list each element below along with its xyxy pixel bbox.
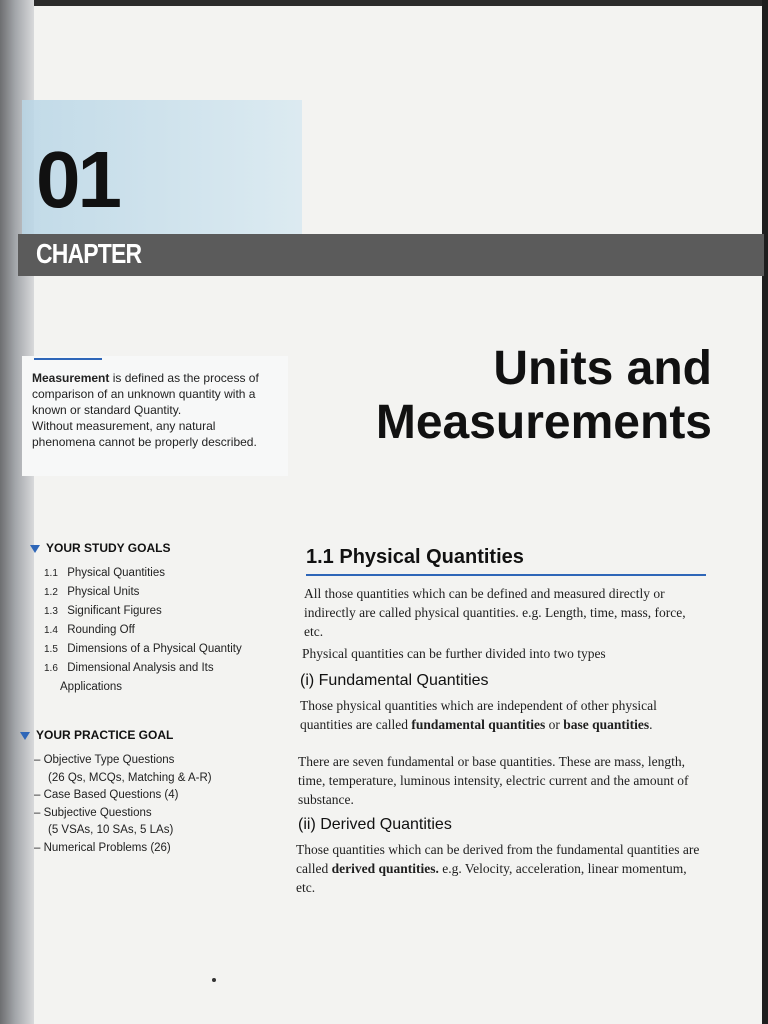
section-rule (306, 574, 706, 576)
chapter-title (320, 342, 712, 450)
intro-text-1: is defined as the process of comparison of an unknown quantity with a known or standard Quantity. (32, 371, 259, 417)
triangle-marker-icon (20, 732, 30, 740)
fundamental-list: There are seven fundamental or base quantities. These are mass, length, time, temperature, luminous intensity, electric current and the amount of substance. (298, 754, 689, 807)
section-title: 1.1 Physical Quantities (306, 546, 524, 568)
list-item: (26 Qs, MCQs, Matching & A-R) (48, 771, 212, 784)
study-goals-heading-text: YOUR STUDY GOALS (46, 541, 171, 555)
list-item: (5 VSAs, 10 SAs, 5 LAs) (48, 824, 174, 836)
page-right-edge (762, 0, 768, 1024)
study-goals-heading (30, 541, 170, 555)
intro-text-2: Without measurement, any natural phenomena cannot be properly described. (32, 419, 257, 449)
page-top-edge (0, 0, 768, 6)
fundamental-definition: Those physical quantities which are independent of other physical quantities are called fundamental quantities or base quantities. (300, 698, 657, 732)
derived-definition: Those quantities which can be derived from the fundamental quantities are called derived quantities. e.g. Velocity, acceleration, linear momentum, etc. (296, 842, 700, 895)
list-item: – Objective Type Questions (34, 754, 175, 766)
list-item: 1.5 Dimensions of a Physical Quantity (44, 643, 242, 655)
practice-goal-list (34, 752, 212, 857)
list-item: 1.1 Physical Quantities (44, 567, 165, 579)
fundamental-term: fundamental quantities (411, 717, 546, 732)
page-dot (212, 978, 216, 982)
chapter-title-line-2: Measurements (375, 396, 712, 449)
list-item: 1.3 Significant Figures (44, 605, 162, 617)
list-item: – Subjective Questions (34, 806, 152, 819)
intro-text (32, 370, 280, 450)
practice-goal-heading (20, 728, 173, 742)
chapter-title-line-1: Units and (493, 342, 712, 395)
triangle-marker-icon (30, 545, 40, 553)
study-goals-list (44, 564, 242, 697)
intro-rule (34, 358, 102, 360)
list-item: 1.6 Dimensional Analysis and Its (44, 662, 214, 674)
intro-term: Measurement (32, 371, 110, 385)
derived-term: derived quantities. (331, 861, 439, 876)
list-item: – Numerical Problems (26) (34, 841, 171, 854)
subsection-title-derived: (ii) Derived Quantities (298, 816, 452, 833)
practice-goal-heading-text: YOUR PRACTICE GOAL (36, 728, 174, 742)
base-term: base quantities (563, 717, 650, 732)
list-item: – Case Based Questions (4) (34, 789, 179, 801)
list-item: Applications (60, 681, 123, 693)
section-paragraph-2: Physical quantities can be further divided into two types (302, 646, 606, 661)
chapter-number: 01 (36, 135, 119, 224)
list-item: 1.2 Physical Units (44, 586, 140, 598)
subsection-title-fundamental: (i) Fundamental Quantities (300, 672, 489, 689)
list-item: 1.4 Rounding Off (44, 624, 135, 636)
chapter-label: CHAPTER (36, 238, 142, 269)
section-paragraph-1: All those quantities which can be defined and measured directly or indirectly are called physical quantities. e.g. Length, time, mass, force, etc. (304, 586, 686, 639)
